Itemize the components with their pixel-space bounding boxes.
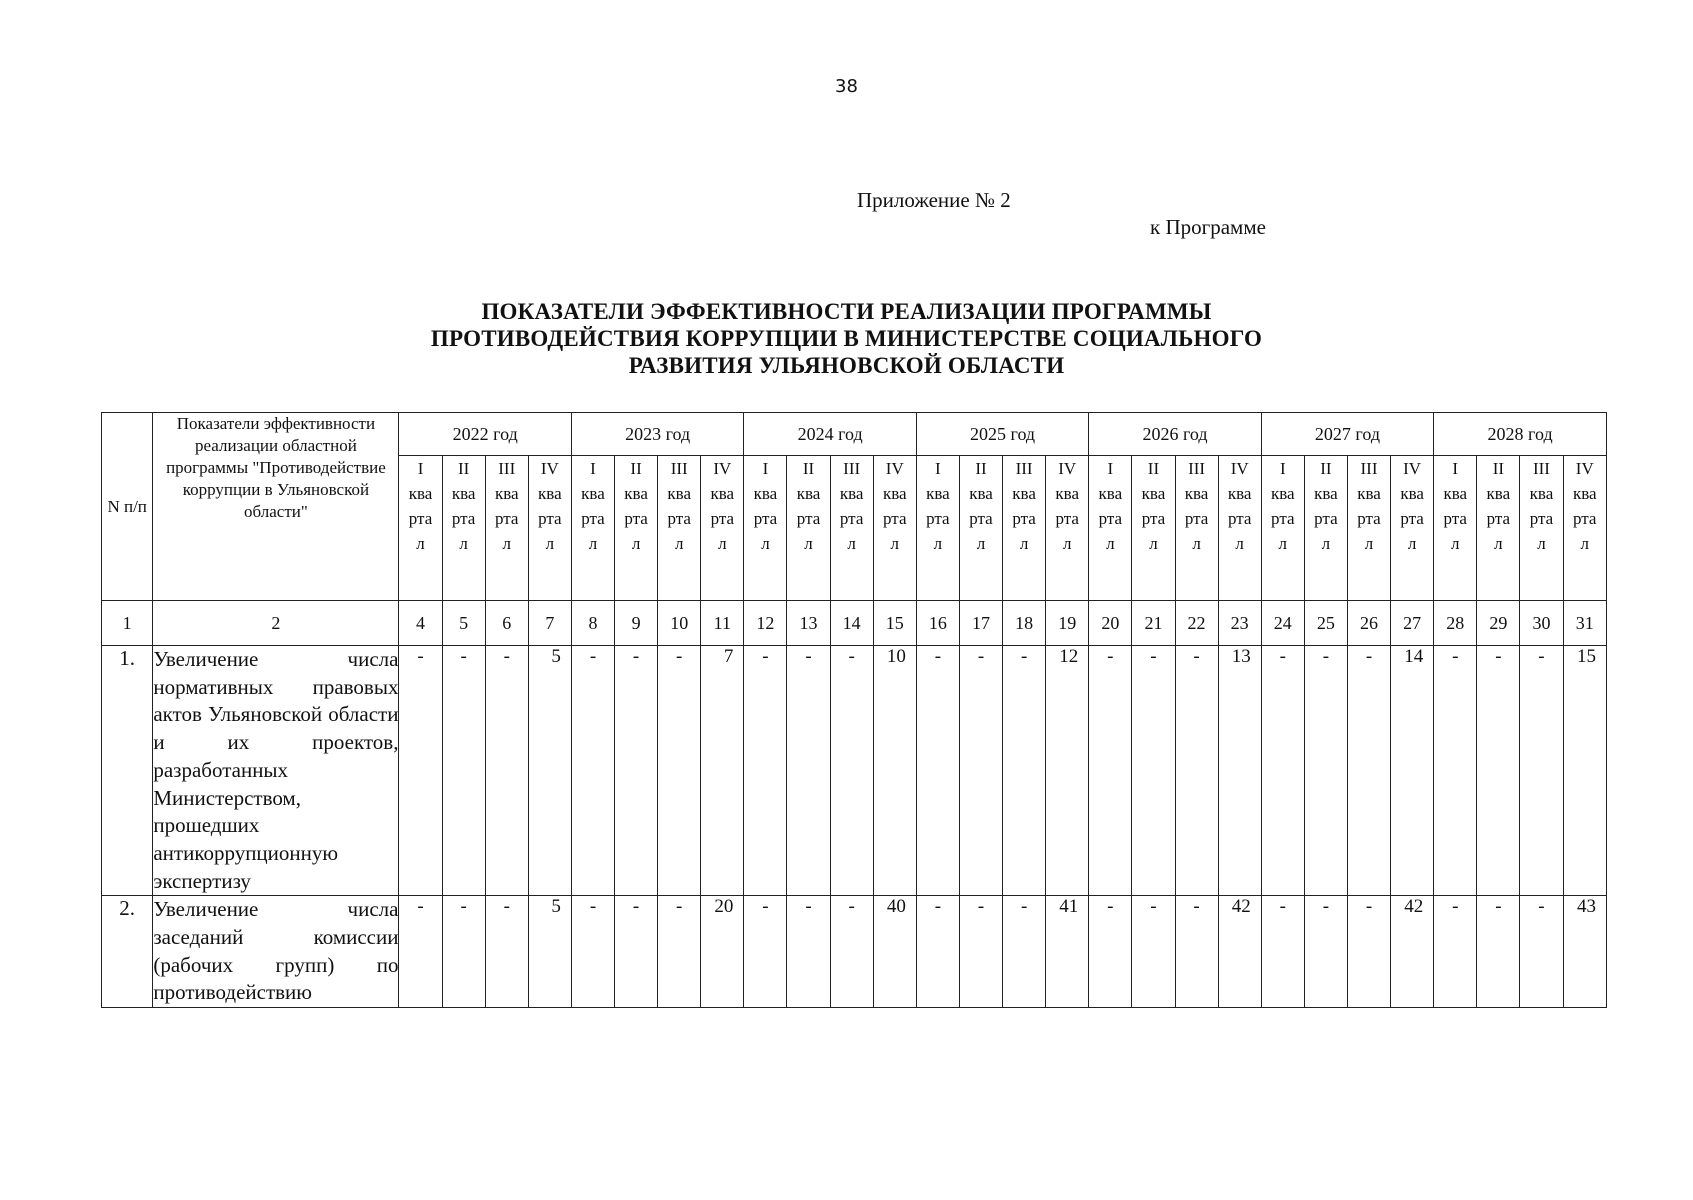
quarter-roman: I [1452, 459, 1459, 478]
indicator-value: - [1347, 896, 1390, 1008]
column-number: 11 [701, 601, 744, 646]
quarter-word-part: рта [1184, 509, 1209, 528]
quarter-roman: II [630, 459, 642, 478]
indicator-value: - [399, 896, 442, 1008]
quarter-header [1089, 456, 1132, 601]
quarter-word-part: л [847, 534, 856, 553]
quarter-word-part: рта [753, 509, 778, 528]
quarter-word-part: ква [882, 484, 907, 503]
quarter-word-part: ква [1314, 484, 1338, 503]
row-number: 1. [102, 646, 153, 896]
title-line: ПОКАЗАТЕЛИ ЭФФЕКТИВНОСТИ РЕАЛИЗАЦИИ ПРОГРАММЫ [481, 299, 1212, 324]
quarter-roman: II [1320, 459, 1332, 478]
quarter-word-part: рта [1141, 509, 1166, 528]
quarter-header [1046, 456, 1089, 601]
quarter-roman: IV [1058, 459, 1077, 478]
indicator-value: - [1434, 646, 1477, 896]
quarter-word-part: л [718, 534, 727, 553]
year-header: 2023 год [571, 413, 743, 456]
quarter-word-part: ква [1141, 484, 1166, 503]
indicator-value: - [916, 896, 959, 1008]
table-row [102, 896, 1607, 1008]
indicator-value: 43 [1563, 896, 1606, 1008]
indicator-value: - [615, 896, 658, 1008]
quarter-word-part: л [502, 534, 511, 553]
quarter-roman: I [590, 459, 596, 478]
quarter-word-part: ква [1098, 484, 1123, 503]
column-number: 22 [1175, 601, 1218, 646]
quarter-word-part: л [1537, 534, 1546, 553]
quarter-roman: III [843, 459, 861, 478]
column-number: 7 [528, 601, 571, 646]
quarter-word-part: л [674, 534, 684, 553]
quarter-roman: II [802, 459, 815, 478]
quarter-roman: III [1188, 459, 1206, 478]
quarter-word-part: л [631, 534, 641, 553]
column-number: 19 [1046, 601, 1089, 646]
quarter-roman: I [935, 459, 941, 478]
indicator-value: - [615, 646, 658, 896]
column-number: 23 [1218, 601, 1261, 646]
quarter-header [1175, 456, 1218, 601]
column-number: 25 [1304, 601, 1347, 646]
quarter-word-part: рта [1012, 509, 1036, 528]
year-header-row [102, 413, 1607, 456]
year-header: 2028 год [1434, 413, 1607, 456]
quarter-word-part: л [761, 534, 770, 553]
quarter-word-part: л [1451, 534, 1460, 553]
quarter-roman: IV [885, 459, 904, 478]
column-number: 20 [1089, 601, 1132, 646]
quarter-word-part: ква [710, 484, 735, 503]
quarter-header [1477, 456, 1520, 601]
year-header: 2024 год [744, 413, 916, 456]
quarter-word-part: рта [1314, 509, 1338, 528]
quarter-roman: IV [1403, 459, 1422, 478]
column-number: 6 [485, 601, 528, 646]
indicators-table [101, 412, 1607, 1008]
indicator-value: - [442, 646, 485, 896]
quarter-header [1347, 456, 1390, 601]
quarter-header [1563, 456, 1606, 601]
quarter-roman: II [457, 459, 470, 478]
quarter-header [873, 456, 916, 601]
indicator-value: - [1477, 646, 1520, 896]
quarter-word-part: ква [1486, 484, 1511, 503]
column-number: 13 [787, 601, 830, 646]
quarter-word-part: л [933, 534, 943, 553]
quarter-word-part: л [545, 534, 555, 553]
quarter-word-part: ква [667, 484, 691, 503]
quarter-word-part: ква [408, 484, 433, 503]
column-number: 30 [1520, 601, 1563, 646]
indicator-value: 40 [873, 896, 916, 1008]
quarter-header [1003, 456, 1046, 601]
indicator-value: - [571, 646, 614, 896]
indicator-value: - [1304, 896, 1347, 1008]
quarter-header [615, 456, 658, 601]
quarter-word-part: ква [1184, 484, 1209, 503]
quarter-word-part: рта [839, 509, 864, 528]
indicator-value: - [1261, 646, 1304, 896]
quarter-word-part: ква [1529, 484, 1554, 503]
quarter-word-part: ква [1443, 484, 1468, 503]
quarter-word-part: л [804, 534, 813, 553]
quarter-word-part: ква [839, 484, 864, 503]
indicator-value: - [959, 646, 1002, 896]
column-number: 9 [615, 601, 658, 646]
quarter-header [916, 456, 959, 601]
column-number: 5 [442, 601, 485, 646]
indicator-value: - [658, 646, 701, 896]
indicator-value: 7 [701, 646, 744, 896]
indicator-value: - [1089, 896, 1132, 1008]
indicator-value: - [1003, 646, 1046, 896]
quarter-word-part: рта [883, 509, 907, 528]
indicator-value: - [1347, 646, 1390, 896]
quarter-word-part: рта [1529, 509, 1554, 528]
title-line: РАЗВИТИЯ УЛЬЯНОВСКОЙ ОБЛАСТИ [628, 353, 1065, 378]
quarter-word-part: л [1407, 534, 1417, 553]
indicator-value: - [1089, 646, 1132, 896]
year-header: 2025 год [916, 413, 1088, 456]
quarter-word-part: рта [538, 509, 562, 528]
indicator-value: 15 [1563, 646, 1606, 896]
quarter-word-part: ква [1227, 484, 1252, 503]
indicator-value: - [1175, 896, 1218, 1008]
quarter-word-part: рта [796, 509, 821, 528]
quarter-roman: I [1107, 459, 1114, 478]
indicator-value: - [658, 896, 701, 1008]
quarter-header [830, 456, 873, 601]
quarter-roman: II [1147, 459, 1160, 478]
table-row [102, 646, 1607, 896]
year-header: 2027 год [1261, 413, 1433, 456]
quarter-word-part: л [1192, 534, 1201, 553]
indicator-value: - [1175, 646, 1218, 896]
indicator-value: - [916, 646, 959, 896]
quarter-header [1132, 456, 1175, 601]
quarter-header [1520, 456, 1563, 601]
quarter-header [1391, 456, 1434, 601]
title-line: ПРОТИВОДЕЙСТВИЯ КОРРУПЦИИ В МИНИСТЕРСТВЕ СОЦИАЛЬНОГО [430, 326, 1263, 351]
year-header: 2022 год [399, 413, 571, 456]
quarter-roman: III [670, 459, 688, 478]
column-number: 4 [399, 601, 442, 646]
indicator-value: 20 [701, 896, 744, 1008]
quarter-word-part: ква [753, 484, 778, 503]
year-header: 2026 год [1089, 413, 1261, 456]
indicator-name: Увеличение числа нормативных правовых актов Ульяновской области и их проектов, разработанных Министерством, прошедших антикоррупционную экспертизу [153, 646, 399, 896]
quarter-roman: III [1015, 459, 1033, 478]
quarter-roman: IV [540, 459, 559, 478]
indicator-value: - [485, 896, 528, 1008]
quarter-word-part: рта [1098, 509, 1123, 528]
quarter-header [1434, 456, 1477, 601]
column-number: 31 [1563, 601, 1606, 646]
quarter-word-part: рта [969, 509, 993, 528]
quarter-word-part: рта [624, 509, 648, 528]
indicator-value: - [442, 896, 485, 1008]
indicator-value: - [1520, 646, 1563, 896]
column-number-row [102, 601, 1607, 646]
indicator-value: - [1132, 646, 1175, 896]
indicator-value: 13 [1218, 646, 1261, 896]
column-number: 18 [1003, 601, 1046, 646]
quarter-word-part: л [1580, 534, 1589, 553]
quarter-word-part: рта [1443, 509, 1467, 528]
quarter-word-part: ква [1357, 484, 1381, 503]
quarter-word-part: ква [1572, 484, 1597, 503]
column-number: 27 [1391, 601, 1434, 646]
quarter-header [701, 456, 744, 601]
quarter-word-part: ква [624, 484, 648, 503]
quarter-word-part: рта [495, 509, 519, 528]
quarter-word-part: ква [538, 484, 562, 503]
indicator-value: 14 [1391, 646, 1434, 896]
indicator-value: 10 [873, 646, 916, 896]
quarter-word-part: ква [1055, 484, 1080, 503]
quarter-header [1304, 456, 1347, 601]
quarter-word-part: л [1062, 534, 1072, 553]
column-number: 2 [153, 601, 399, 646]
indicator-value: - [830, 896, 873, 1008]
quarter-word-part: л [1106, 534, 1115, 553]
quarter-word-part: ква [1400, 484, 1424, 503]
quarter-roman: I [1279, 459, 1286, 478]
quarter-roman: III [498, 459, 516, 478]
quarter-word-part: л [1278, 534, 1288, 553]
quarter-header [787, 456, 830, 601]
quarter-roman: IV [1575, 459, 1594, 478]
indicator-value: - [1261, 896, 1304, 1008]
quarter-word-part: ква [451, 484, 476, 503]
quarter-word-part: рта [926, 509, 950, 528]
quarter-word-part: л [1019, 534, 1029, 553]
column-number: 14 [830, 601, 873, 646]
quarter-header [571, 456, 614, 601]
column-number: 21 [1132, 601, 1175, 646]
quarter-header [485, 456, 528, 601]
quarter-word-part: ква [494, 484, 519, 503]
indicator-name: Увеличение числа заседаний комиссии (рабочих групп) по противодействию [153, 896, 399, 1008]
quarter-word-part: л [1235, 534, 1244, 553]
indicator-value: - [744, 646, 787, 896]
column-number: 10 [658, 601, 701, 646]
quarter-header [959, 456, 1002, 601]
indicator-value: - [1477, 896, 1520, 1008]
indicator-value: - [1520, 896, 1563, 1008]
indicator-value: 42 [1218, 896, 1261, 1008]
column-number: 8 [571, 601, 614, 646]
quarter-word-part: ква [926, 484, 950, 503]
quarter-word-part: рта [1400, 509, 1424, 528]
quarter-word-part: ква [1012, 484, 1036, 503]
quarter-roman: II [975, 459, 987, 478]
quarter-word-part: ква [969, 484, 993, 503]
page-number: 38 [835, 76, 858, 97]
column-number: 29 [1477, 601, 1520, 646]
quarter-word-part: л [890, 534, 899, 553]
quarter-header [658, 456, 701, 601]
quarter-word-part: рта [1271, 509, 1295, 528]
column-number: 15 [873, 601, 916, 646]
quarter-word-part: ква [581, 484, 605, 503]
column-number: 24 [1261, 601, 1304, 646]
quarter-roman: I [762, 459, 769, 478]
indicator-value: - [959, 896, 1002, 1008]
indicator-value: - [485, 646, 528, 896]
quarter-word-part: рта [451, 509, 476, 528]
quarter-header [1218, 456, 1261, 601]
quarter-word-part: ква [1270, 484, 1295, 503]
column-number: 16 [916, 601, 959, 646]
indicator-value: 41 [1046, 896, 1089, 1008]
quarter-roman: II [1492, 459, 1505, 478]
quarter-header [744, 456, 787, 601]
appendix-label: Приложение № 2 [857, 188, 1011, 212]
row-number: 2. [102, 896, 153, 1008]
indicator-value: 5 [528, 646, 571, 896]
indicator-value: - [787, 646, 830, 896]
quarter-word-part: рта [710, 509, 735, 528]
quarter-word-part: рта [408, 509, 433, 528]
indicator-value: - [571, 896, 614, 1008]
indicator-value: - [744, 896, 787, 1008]
indicator-value: - [399, 646, 442, 896]
quarter-word-part: л [1149, 534, 1158, 553]
quarter-word-part: л [976, 534, 986, 553]
indicator-value: 42 [1391, 896, 1434, 1008]
quarter-header [1261, 456, 1304, 601]
quarter-word-part: л [588, 534, 598, 553]
appendix-reference: к Программе [1150, 215, 1266, 239]
quarter-word-part: ква [796, 484, 821, 503]
column-number: 17 [959, 601, 1002, 646]
quarter-roman: I [417, 459, 424, 478]
indicator-value: - [1003, 896, 1046, 1008]
quarter-word-part: рта [1486, 509, 1511, 528]
quarter-roman: IV [1230, 459, 1249, 478]
quarter-header [528, 456, 571, 601]
quarter-roman: III [1532, 459, 1550, 478]
header-row-number: N п/п [102, 413, 153, 601]
indicator-value: - [1304, 646, 1347, 896]
quarter-roman: IV [713, 459, 732, 478]
quarter-word-part: л [1494, 534, 1503, 553]
document-title [300, 298, 1393, 379]
indicator-value: 5 [528, 896, 571, 1008]
quarter-word-part: рта [581, 509, 605, 528]
column-number: 28 [1434, 601, 1477, 646]
quarter-word-part: рта [1573, 509, 1597, 528]
indicator-value: - [1434, 896, 1477, 1008]
quarter-header [399, 456, 442, 601]
indicator-value: - [830, 646, 873, 896]
indicator-value: 12 [1046, 646, 1089, 896]
indicator-value: - [787, 896, 830, 1008]
header-indicator: Показатели эффективности реализации областной программы "Противодействие коррупции в Ульяновской области" [153, 413, 399, 601]
quarter-word-part: л [1364, 534, 1374, 553]
quarter-word-part: рта [667, 509, 691, 528]
quarter-word-part: рта [1227, 509, 1252, 528]
column-number: 1 [102, 601, 153, 646]
column-number: 12 [744, 601, 787, 646]
quarter-word-part: л [416, 534, 425, 553]
quarter-word-part: л [1321, 534, 1331, 553]
quarter-word-part: рта [1357, 509, 1381, 528]
column-number: 26 [1347, 601, 1390, 646]
quarter-word-part: л [459, 534, 468, 553]
quarter-word-part: рта [1055, 509, 1079, 528]
quarter-roman: III [1360, 459, 1378, 478]
quarter-header [442, 456, 485, 601]
indicator-value: - [1132, 896, 1175, 1008]
